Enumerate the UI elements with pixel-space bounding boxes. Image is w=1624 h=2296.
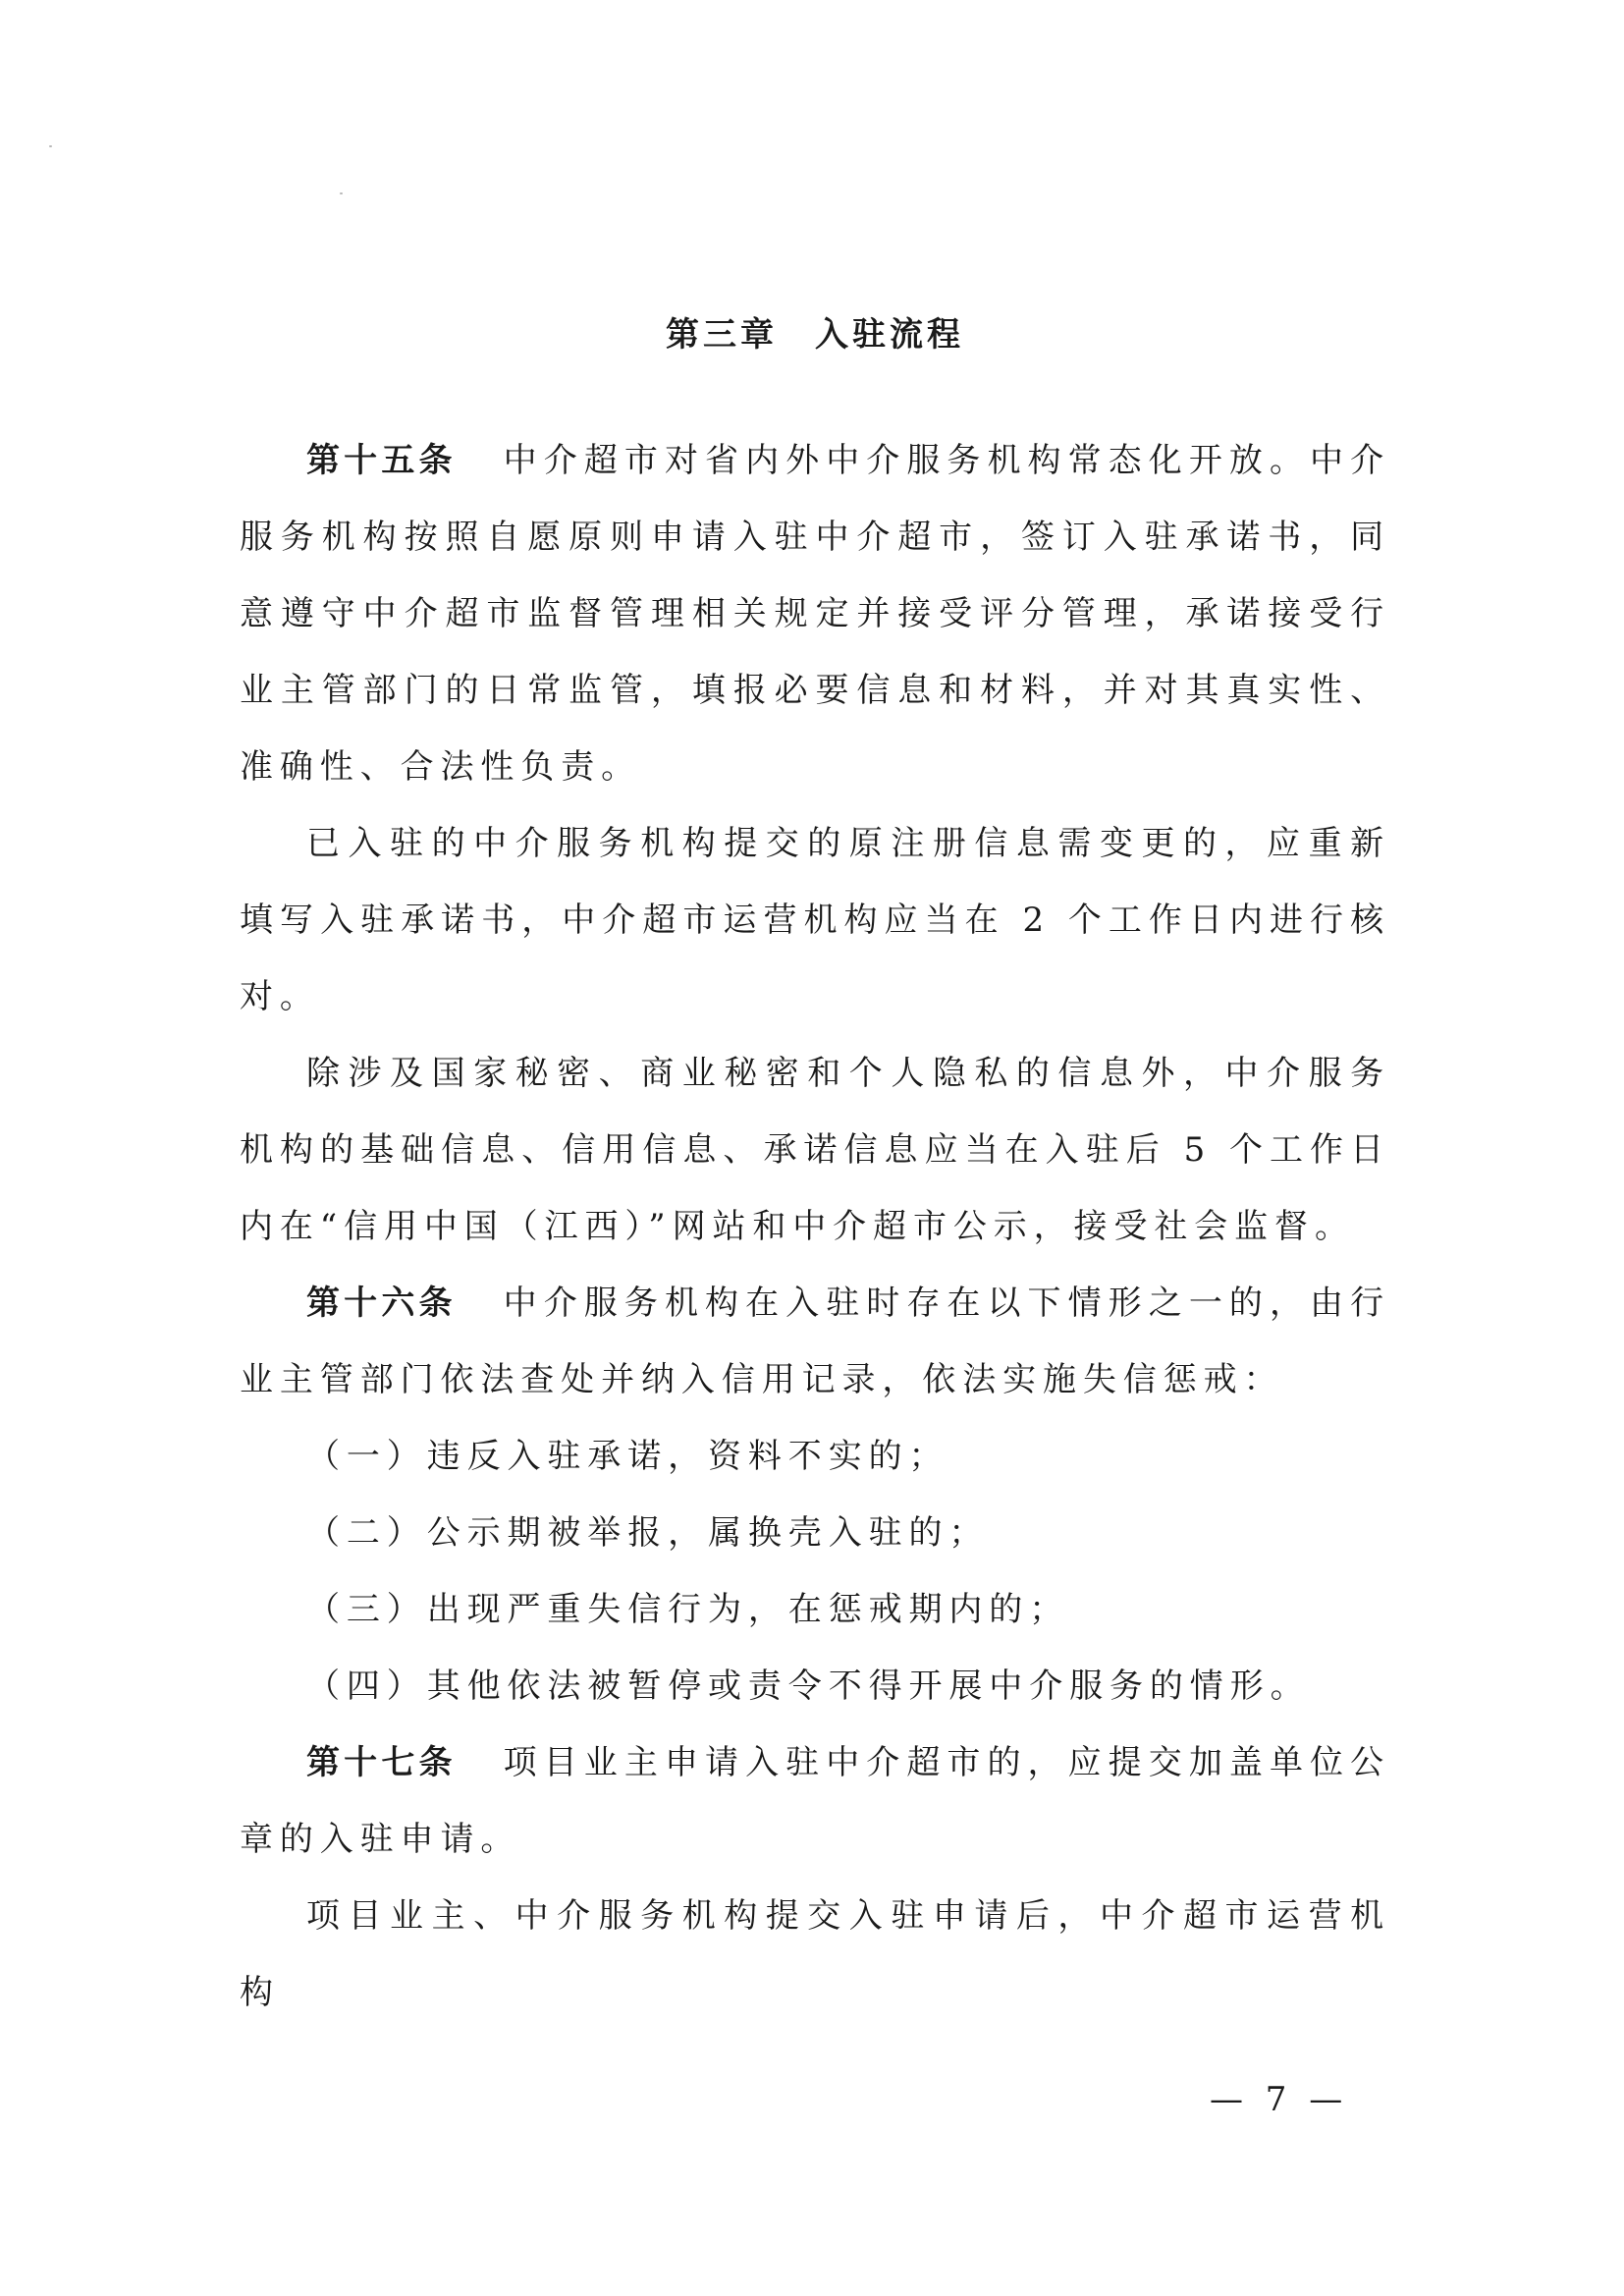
article-16-paragraph-1	[240, 1265, 1390, 1418]
article-16-item-4: （四）其他依法被暂停或责令不得开展中介服务的情形。	[306, 1667, 1311, 1706]
article-16-heading: 第十六条	[306, 1284, 457, 1323]
article-16-item-2: （二）公示期被举报，属换壳入驻的；	[306, 1513, 990, 1553]
article-16-text: 中介服务机构在入驻时存在以下情形之一的，由行业主管部门依法查处并纳入信用记录，依法实施失信惩戒：	[240, 1284, 1390, 1399]
scan-speck	[340, 192, 343, 194]
article-17-paragraph-1	[240, 1724, 1390, 1878]
article-15-paragraph-3: 除涉及国家秘密、商业秘密和个人隐私的信息外，中介服务机构的基础信息、信用信息、承诺信息应当在入驻后 5 个工作日内在“信用中国（江西）”网站和中介超市公示，接受社会监督。	[240, 1054, 1390, 1246]
article-17-heading: 第十七条	[306, 1743, 457, 1782]
scan-speck	[49, 145, 52, 147]
article-15-text: 中介超市对省内外中介服务机构常态化开放。中介服务机构按照自愿原则申请入驻中介超市，签订入驻承诺书，同意遵守中介超市监督管理相关规定并接受评分管理，承诺接受行业主管部门的日常监管，填报必要信息和材料，并对其真实性、准确性、合法性负责。	[240, 441, 1390, 787]
article-16-item-1: （一）违反入驻承诺，资料不实的；	[306, 1437, 949, 1476]
chapter-title: 第三章 入驻流程	[666, 315, 964, 355]
page-number: — 7 —	[1210, 2080, 1349, 2119]
article-15-paragraph-1	[240, 422, 1390, 805]
article-16-item-3: （三）出现严重失信行为，在惩戒期内的；	[306, 1590, 1070, 1629]
article-17-text: 项目业主申请入驻中介超市的，应提交加盖单位公章的入驻申请。	[240, 1743, 1390, 1859]
article-15-heading: 第十五条	[306, 441, 457, 480]
page-content	[240, 291, 1390, 2031]
article-17-paragraph-2: 项目业主、中介服务机构提交入驻申请后，中介超市运营机构	[240, 1896, 1390, 2012]
article-15-paragraph-2: 已入驻的中介服务机构提交的原注册信息需变更的，应重新填写入驻承诺书，中介超市运营机构应当在 2 个工作日内进行核对。	[240, 824, 1390, 1016]
